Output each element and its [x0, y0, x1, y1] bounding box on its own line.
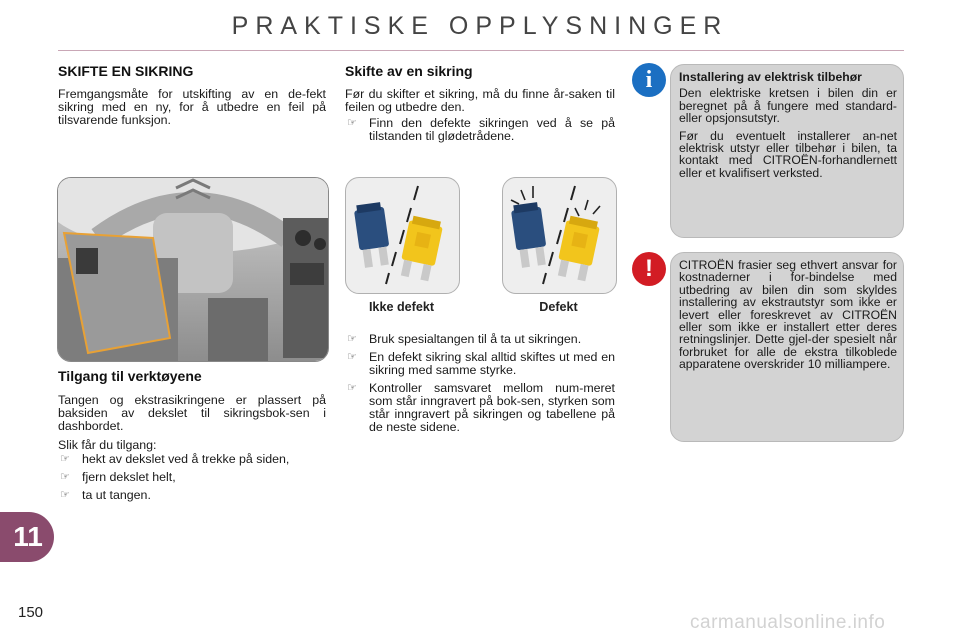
list-item: ☞ ta ut tangen.	[60, 488, 151, 502]
page-title: PRAKTISKE OPPLYSNINGER	[231, 12, 729, 40]
pointing-hand-icon: ☞	[60, 489, 70, 501]
pointing-hand-icon: ☞	[60, 471, 70, 483]
info-box	[670, 64, 904, 238]
pointing-hand-icon: ☞	[347, 333, 357, 345]
caption-defective: Defekt	[539, 300, 578, 314]
page-number: 150	[18, 604, 44, 621]
pointing-hand-icon: ☞	[347, 117, 357, 129]
caption-not-defective: Ikke defekt	[368, 300, 435, 314]
dashboard-photo	[57, 177, 329, 362]
warning-icon: !	[632, 252, 666, 286]
section-heading-replace-fuse: SKIFTE EN SIKRING	[58, 63, 194, 79]
fuse-replacement-list	[345, 333, 615, 439]
info-box-title: Installering av elektrisk tilbehør	[679, 70, 862, 84]
pointing-hand-icon: ☞	[347, 382, 357, 394]
list-item: ☞ Bruk spesialtangen til å ta ut sikringen.	[347, 332, 582, 346]
chapter-tab: 11	[0, 512, 54, 562]
watermark: carmanualsonline.info	[690, 612, 886, 633]
info-box-paragraph: Før du eventuelt installerer an-net elektrisk utstyr eller tilbehør i bilen, ta kontakt med CITROËN-forhandlernett eller et kvalifisert verksted.	[679, 128, 897, 180]
section-heading-tools: Tilgang til verktøyene	[58, 368, 202, 384]
info-icon: i	[632, 63, 666, 97]
list-item: ☞ Kontroller samsvaret mellom num-meret som står inngravert på bok-sen, styrken som står inngravert på sikringen og tabellene på de neste sidene.	[347, 381, 615, 434]
tools-paragraph: Tangen og ekstrasikringene er plassert på baksiden av dekslet til sikringsbok-sen i dashbordet.	[58, 393, 326, 433]
info-box-paragraph: Den elektriske kretsen i bilen din er beregnet på å fungere med standard- eller opsjonsutstyr.	[679, 86, 897, 126]
list-item: ☞ En defekt sikring skal alltid skiftes ut med en sikring med samme styrke.	[347, 350, 615, 377]
middle-intro-paragraph: Før du skifter et sikring, må du finne år-saken til feilen og utbedre den.	[345, 87, 615, 114]
tools-text-block	[58, 394, 326, 456]
title-divider	[58, 50, 904, 51]
list-item: ☞ Finn den defekte sikringen ved å se på tilstanden til glødetrådene.	[347, 116, 615, 143]
find-fuse-list	[345, 117, 615, 148]
intro-text	[58, 88, 326, 133]
warning-box	[670, 252, 904, 442]
fuse-defective-illustration	[502, 177, 617, 294]
list-item: ☞ fjern dekslet helt,	[60, 470, 176, 484]
intro-paragraph: Fremgangsmåte for utskifting av en de-fekt sikring med en ny, for å utbedre en feil på tilsvarende funksjon.	[58, 87, 326, 127]
pointing-hand-icon: ☞	[60, 453, 70, 465]
section-heading-fuse-change: Skifte av en sikring	[345, 63, 473, 79]
pointing-hand-icon: ☞	[347, 351, 357, 363]
list-item: ☞ hekt av dekslet ved å trekke på siden,	[60, 452, 290, 466]
access-label: Slik får du tilgang:	[58, 438, 157, 452]
access-steps-list	[58, 453, 326, 507]
warning-box-paragraph: CITROËN frasier seg ethvert ansvar for kostnaderner i for-bindelse med utbedring av bilen din som skyldes installering av ekstrautstyr som ikke er levert eller foreskrevet av CITROËN eller som ikke er installert etter deres retningslinjer. Dette gjel-der spesielt når forbruket for alle de ekstra tilkoblede apparatene overskrider 10 milliampere.	[679, 258, 897, 372]
fuse-ok-illustration	[345, 177, 460, 294]
